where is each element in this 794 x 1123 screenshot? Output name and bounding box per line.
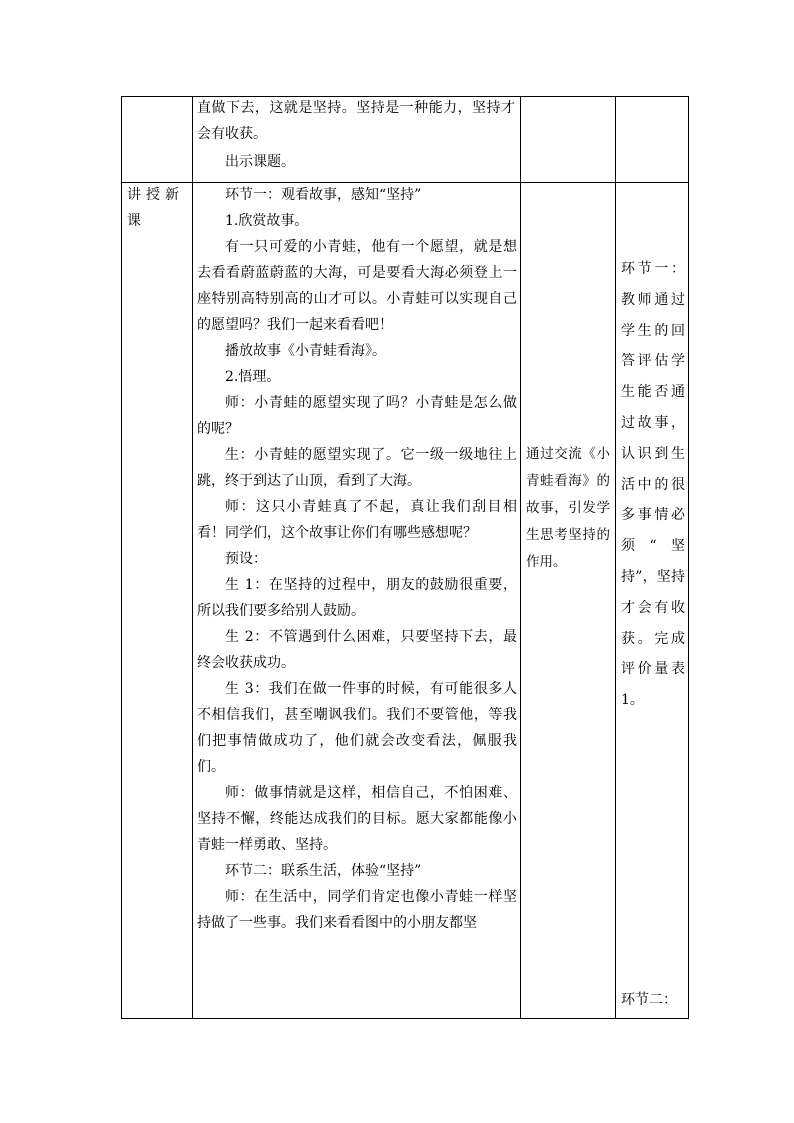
content-paragraph: 生 2：不管遇到什么困难，只要坚持下去，最终会收获成功。 <box>197 629 517 671</box>
content-paragraph: 师：在生活中，同学们肯定也像小青蛙一样坚持做了一些事。我们来看看图中的小朋友都坚 <box>197 889 517 931</box>
column-divider <box>192 96 193 1019</box>
content-paragraph: 2.悟理。 <box>225 369 281 385</box>
content-paragraph: 有一只可爱的小青蛙，他有一个愿望，就是想去看看蔚蓝蔚蓝的大海，可是要看大海必须登上一座特别高特别高的山才可以。小青蛙可以实现自己的愿望吗？我们一起来看看吧！ <box>197 239 517 333</box>
content-paragraph: 环节二：联系生活，体验“坚持” <box>225 863 422 879</box>
design-purpose-text: 通过交流《小青蛙看海》的故事，引发学生思考坚持的作用。 <box>526 446 610 570</box>
column-divider <box>615 96 616 1019</box>
top-row-paragraph: 出示课题。 <box>225 154 295 170</box>
section-label-cell <box>127 182 189 234</box>
content-paragraph: 生 3：我们在做一件事的时候，有可能很多人不相信我们，甚至嘲讽我们。我们不要管他，等我们把事情做成功了，他们就会改变看法，佩服我们。 <box>197 681 517 775</box>
evaluation-text: 环节一：教师通过学生的回答评估学生能否通过故事，认识到生活中的很多事情必须“坚持”，坚持才会有收获。完成评价量表 1。 <box>621 261 685 709</box>
section-label: 讲授新课 <box>127 187 184 229</box>
design-purpose-cell <box>526 441 610 576</box>
evaluation-text-next: 环节二： <box>621 992 677 1008</box>
content-paragraph: 师：小青蛙的愿望实现了吗？小青蛙是怎么做的呢？ <box>197 395 517 437</box>
top-row-paragraph: 直做下去，这就是坚持。坚持是一种能力，坚持才会有收获。 <box>197 100 515 142</box>
content-paragraph: 预设： <box>225 551 267 567</box>
content-paragraph: 生 1：在坚持的过程中，朋友的鼓励很重要，所以我们要多给别人鼓励。 <box>197 577 517 619</box>
evaluation-cell <box>621 254 685 716</box>
evaluation-cell-next <box>621 985 685 1016</box>
content-paragraph: 环节一：观看故事，感知“坚持” <box>225 187 422 203</box>
content-paragraph: 生：小青蛙的愿望实现了。它一级一级地往上跳，终于到达了山顶，看到了大海。 <box>197 447 517 489</box>
teaching-content-cell <box>197 182 517 936</box>
content-paragraph: 师：做事情就是这样，相信自己，不怕困难、坚持不懈，终能达成我们的目标。愿大家都能像小青蛙一样勇敢、坚持。 <box>197 785 517 853</box>
content-paragraph: 1.欣赏故事。 <box>225 213 309 229</box>
content-paragraph: 师：这只小青蛙真了不起，真让我们刮目相看！同学们，这个故事让你们有哪些感想呢？ <box>197 499 517 541</box>
column-divider <box>520 96 521 1019</box>
top-row-main-cell <box>197 95 515 175</box>
content-paragraph: 播放故事《小青蛙看海》。 <box>225 343 386 359</box>
